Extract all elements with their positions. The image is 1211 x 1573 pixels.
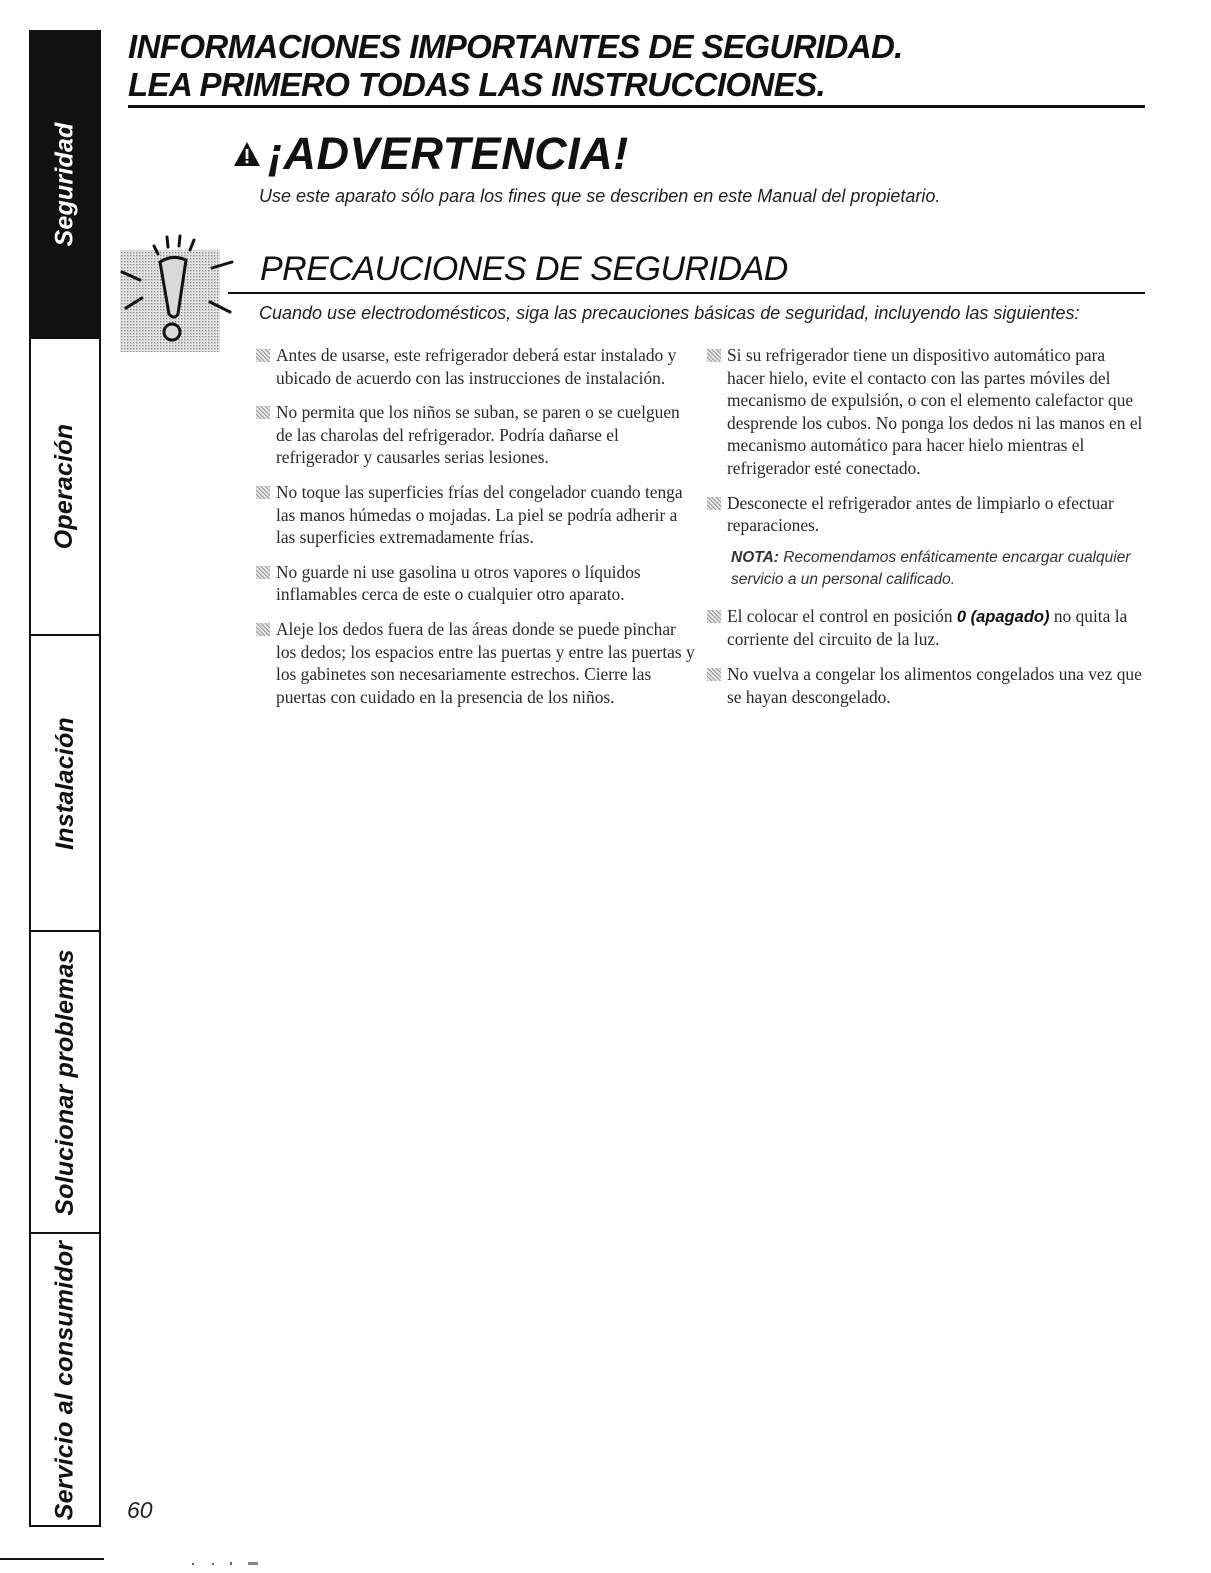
- section-intro: Cuando use electrodomésticos, siga las precauciones básicas de seguridad, incluyendo las siguientes:: [259, 303, 1080, 323]
- note-text: Recomendamos enfáticamente encargar cualquier servicio a un personal calificado.: [731, 548, 1131, 588]
- bullet-marker: [707, 610, 721, 623]
- list-item: [707, 344, 1145, 480]
- bullet-marker: [707, 349, 721, 362]
- tab-operacion[interactable]: [31, 339, 99, 636]
- list-item-text-before: El colocar el control en posición: [727, 605, 957, 626]
- control-position-label: 0 (apagado): [956, 607, 1050, 626]
- bullet-marker: [256, 406, 270, 419]
- bullet-marker: [707, 497, 721, 510]
- list-item: [256, 618, 696, 708]
- header-line-2: LEA PRIMERO TODAS LAS INSTRUCCIONES.: [128, 66, 826, 103]
- list-item-text: Antes de usarse, este refrigerador deberá estar instalado y ubicado de acuerdo con las instrucciones de instalación.: [276, 345, 677, 388]
- tab-solucionar-problemas[interactable]: [31, 932, 99, 1234]
- list-item: [256, 401, 696, 469]
- right-column: [707, 344, 1145, 720]
- list-item-text: Si su refrigerador tiene un dispositivo automático para hacer hielo, evite el contacto con las partes móviles del mecanismo de expulsión, o con el elemento calefactor que desprende los cubos. No ponga los dedos ni las manos en el mecanismo automático para hacer hielo mientras el refrigerador esté conectado.: [727, 345, 1143, 478]
- tab-instalacion[interactable]: [31, 636, 99, 932]
- list-item: [707, 492, 1145, 537]
- page-number: 60: [127, 1497, 153, 1523]
- warning-title: ¡ADVERTENCIA!: [268, 128, 629, 179]
- bullet-marker: [256, 566, 270, 579]
- hazard-exclamation-icon: [112, 228, 240, 356]
- warning-heading: [232, 128, 629, 180]
- list-item: [707, 605, 1145, 651]
- list-item-text: No guarde ni use gasolina u otros vapores o líquidos inflamables cerca de este o cualquier otro aparato.: [276, 561, 641, 605]
- list-item-text: No permita que los niños se suban, se paren o se cuelguen de las charolas del refrigerador. Podría dañarse el refrigerador y causarles serias lesiones.: [276, 402, 680, 468]
- list-item-text: No toque las superficies frías del congelador cuando tenga las manos húmedas o mojadas. La piel se podría adherir a las superficies extremadamente frías.: [276, 481, 683, 548]
- scan-specks: [192, 1561, 272, 1567]
- list-item-text-after: no quita la corriente del circuito de la luz.: [727, 605, 1128, 650]
- tab-label: Solucionar problemas: [50, 948, 79, 1216]
- list-item: [707, 663, 1145, 708]
- tab-servicio-al-consumidor[interactable]: [31, 1234, 99, 1527]
- tab-label: Seguridad: [50, 122, 79, 247]
- tab-label: Operación: [50, 423, 79, 550]
- tab-label: Servicio al consumidor: [50, 1240, 79, 1521]
- bullet-marker: [256, 486, 270, 499]
- list-item: [256, 344, 696, 389]
- footer-rule: [0, 1558, 104, 1560]
- bullet-marker: [256, 349, 270, 362]
- header-line-1: INFORMACIONES IMPORTANTES DE SEGURIDAD.: [128, 28, 903, 65]
- bullet-marker: [707, 668, 721, 681]
- list-item-text: Desconecte el refrigerador antes de limpiarlo o efectuar reparaciones.: [727, 492, 1114, 536]
- tab-label: Instalación: [50, 716, 79, 850]
- page-header: [128, 28, 1148, 104]
- bullet-marker: [256, 623, 270, 636]
- list-item-text: No vuelva a congelar los alimentos congelados una vez que se hayan descongelado.: [727, 663, 1142, 707]
- list-item-text: Aleje los dedos fuera de las áreas donde se puede pinchar los dedos; los espacios entre las puertas y entre las puertas y los gabinetes son necesariamente estrechos. Cierre las puertas con cuidado en la presencia de los niños.: [276, 618, 695, 707]
- note-label: NOTA:: [731, 548, 779, 566]
- list-item: [256, 481, 696, 549]
- list-item: [256, 561, 696, 606]
- service-note: [731, 547, 1145, 591]
- tab-seguridad[interactable]: [31, 32, 99, 339]
- side-tab-bar: [29, 30, 101, 1527]
- warning-triangle-icon: [232, 139, 262, 169]
- warning-subtitle: Use este aparato sólo para los fines que se describen en este Manual del propietario.: [259, 186, 941, 206]
- section-title: PRECAUCIONES DE SEGURIDAD: [260, 250, 788, 288]
- section-divider: [228, 292, 1145, 294]
- left-column: [256, 344, 696, 720]
- header-divider: [128, 105, 1145, 108]
